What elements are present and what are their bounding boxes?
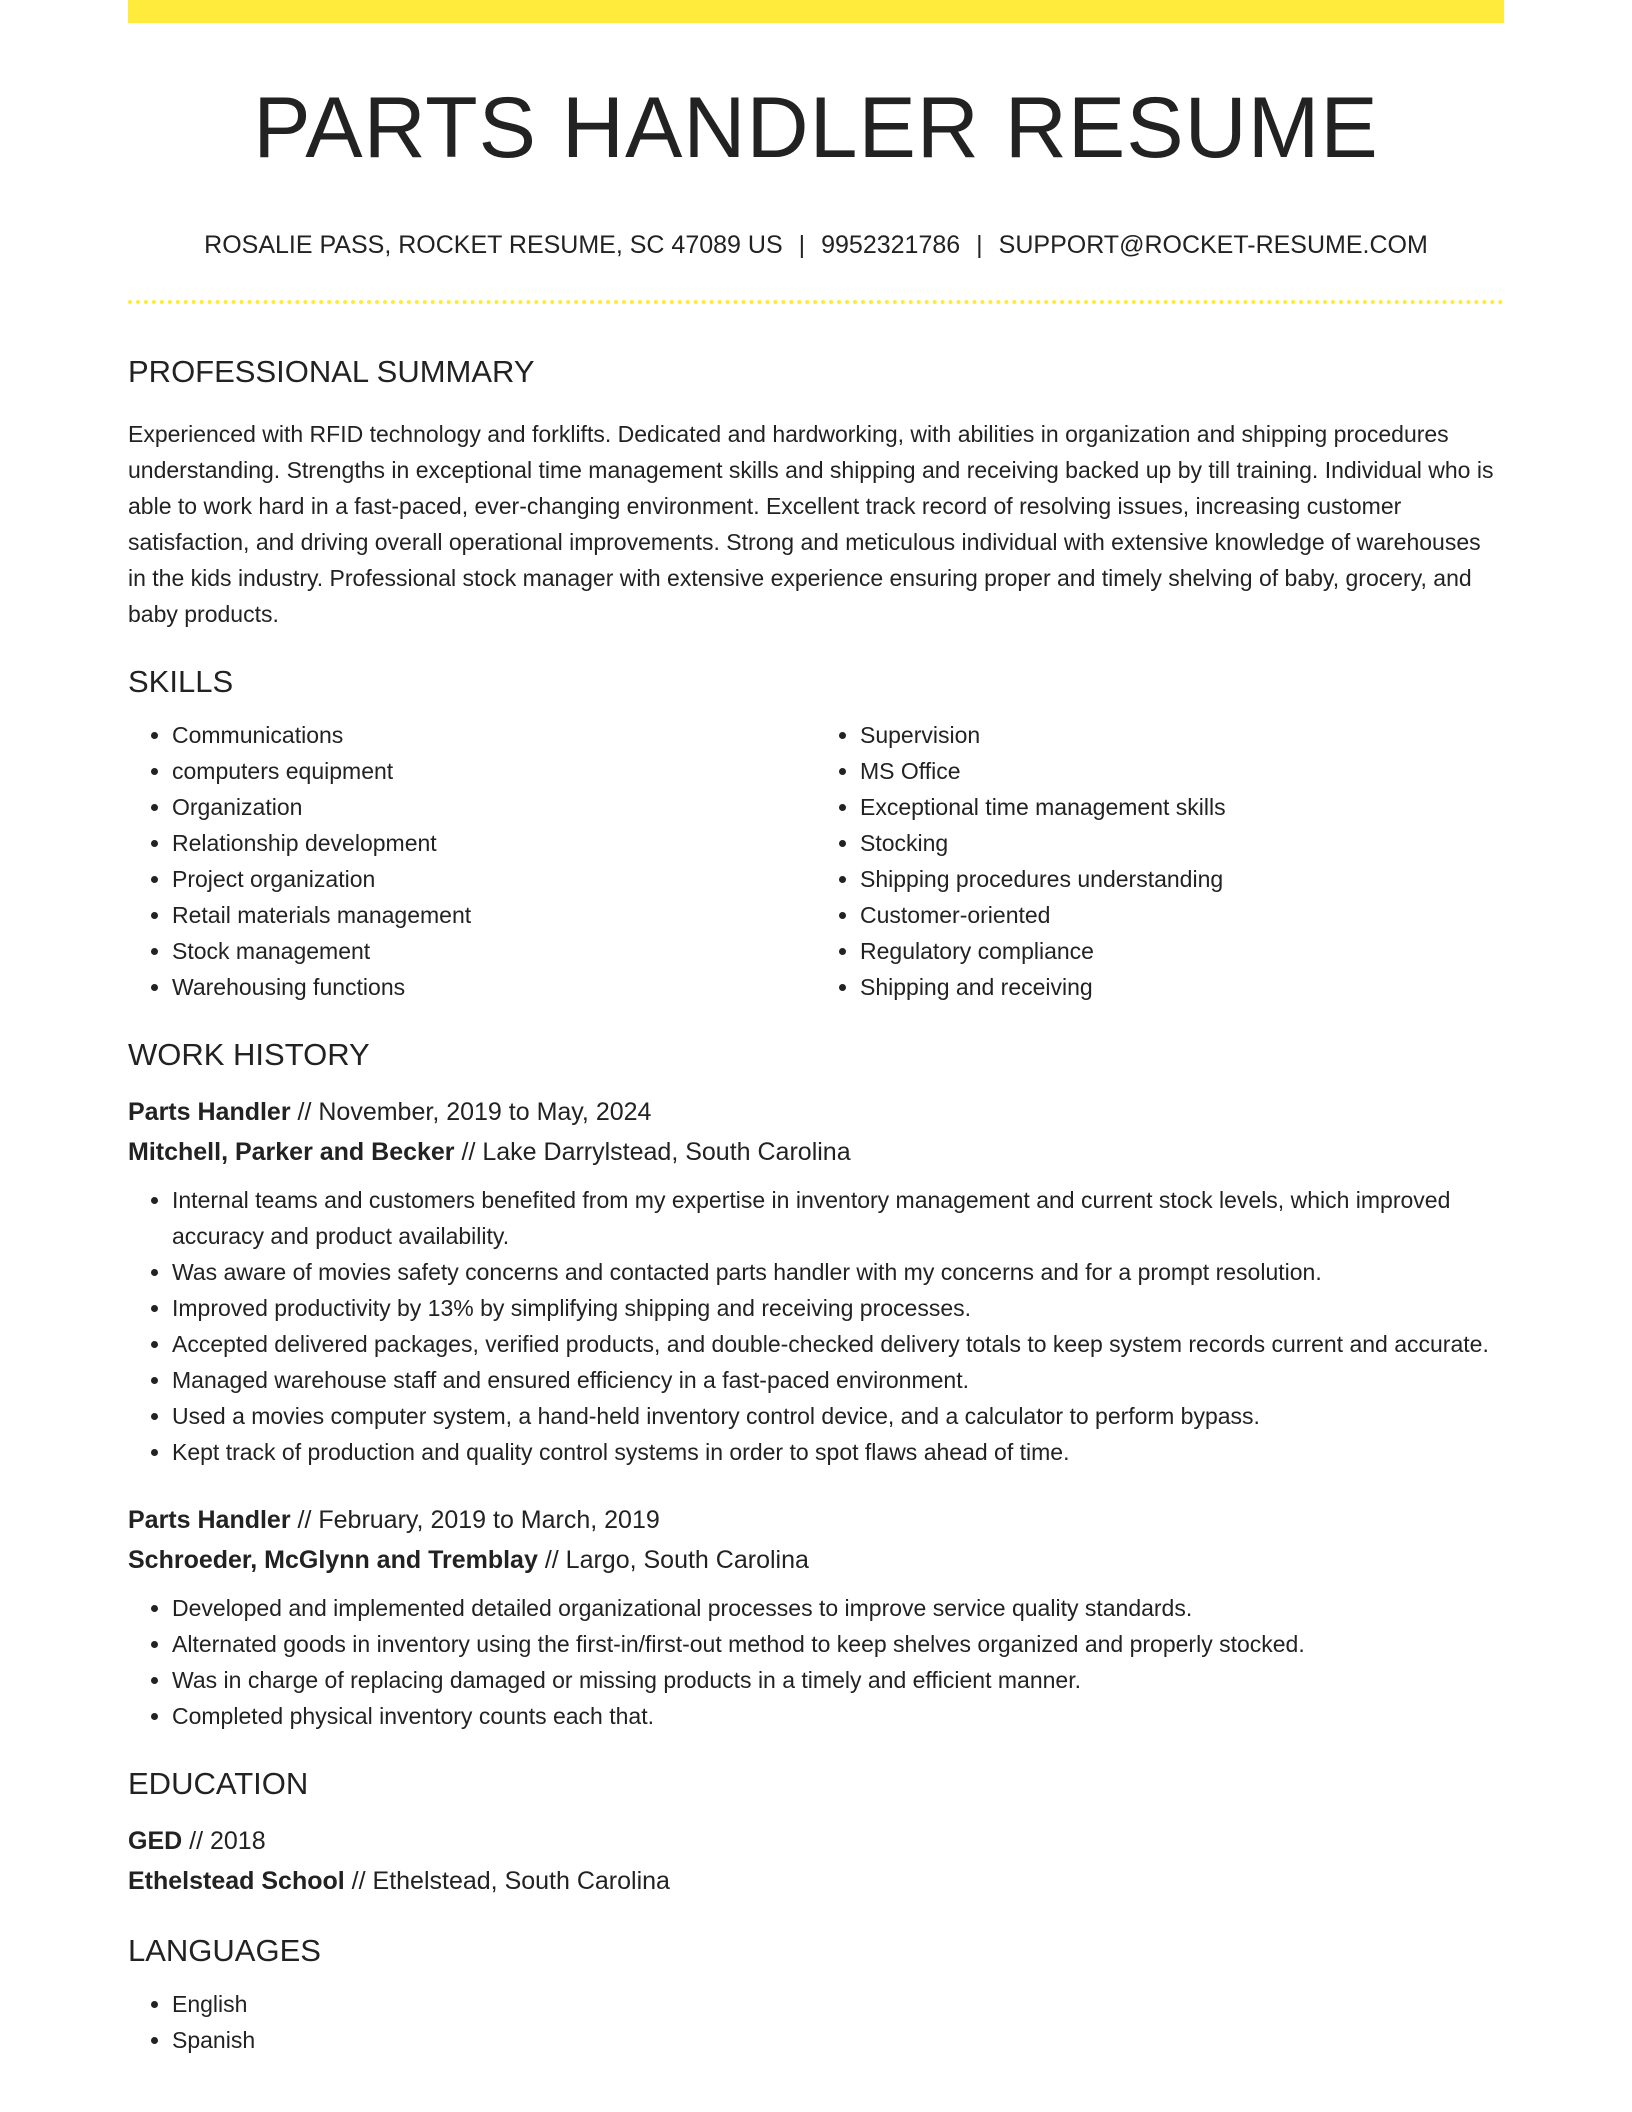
contact-email: SUPPORT@ROCKET-RESUME.COM (998, 231, 1428, 259)
skill-item: • MS Office (860, 753, 1504, 789)
contact-address: ROSALIE PASS, ROCKET RESUME, SC 47089 US (204, 231, 783, 259)
job-company: Mitchell, Parker and Becker (128, 1138, 455, 1166)
skill-item: • Stocking (860, 825, 1504, 861)
job-bullet: • Internal teams and customers benefited from my expertise in inventory management and current stock levels, which improved accuracy and product availability. (172, 1182, 1504, 1254)
work-history-heading: WORK HISTORY (128, 1037, 370, 1072)
skill-item: • Retail materials management (172, 897, 816, 933)
job-bullets (128, 1590, 1504, 1734)
job-company: Schroeder, McGlynn and Tremblay (128, 1546, 538, 1574)
job-company-line (128, 1540, 1504, 1580)
job-title: Parts Handler (128, 1506, 291, 1534)
education-heading: EDUCATION (128, 1766, 309, 1801)
job-company-line (128, 1132, 1504, 1172)
education-school: Ethelstead School (128, 1867, 345, 1895)
contact-separator: | (798, 231, 806, 259)
skill-item: • Customer-oriented (860, 897, 1504, 933)
job-location: Largo, South Carolina (565, 1546, 809, 1574)
skills-columns (128, 717, 1504, 1005)
skill-item: • Shipping and receiving (860, 969, 1504, 1005)
separator: // (351, 1867, 366, 1895)
job-bullet: • Was in charge of replacing damaged or missing products in a timely and efficient manner. (172, 1662, 1504, 1698)
job-title-line (128, 1500, 1504, 1540)
education-entry (128, 1821, 1504, 1901)
language-item: • English (172, 1986, 1504, 2022)
education-degree-line (128, 1821, 1504, 1861)
job-bullet: • Completed physical inventory counts each that. (172, 1698, 1504, 1734)
job-bullets (128, 1182, 1504, 1470)
languages-heading: LANGUAGES (128, 1933, 321, 1968)
job-entry (128, 1092, 1504, 1470)
dotted-divider (128, 300, 1504, 304)
languages-list (128, 1986, 1504, 2058)
job-dates: February, 2019 to March, 2019 (318, 1506, 660, 1534)
summary-text: Experienced with RFID technology and forklifts. Dedicated and hardworking, with abilities in organization and shipping procedures understanding. Strengths in exceptional time management skills and shipping and receiving backed up by till training. Individual who is able to work hard in a fast-paced, ever-changing environment. Excellent track record of resolving issues, increasing customer satisfaction, and driving overall operational improvements. Strong and meticulous individual with extensive knowledge of warehouses in the kids industry. Professional stock manager with extensive experience ensuring proper and timely shelving of baby, grocery, and baby products. (128, 421, 1494, 627)
separator: // (297, 1506, 312, 1534)
skills-heading: SKILLS (128, 664, 234, 699)
skill-item: • Warehousing functions (172, 969, 816, 1005)
job-title: Parts Handler (128, 1098, 291, 1126)
contact-separator: | (976, 231, 983, 259)
job-title-line (128, 1092, 1504, 1132)
resume-page (128, 0, 1504, 2058)
skill-item: • Regulatory compliance (860, 933, 1504, 969)
skills-list-left (128, 717, 816, 1005)
job-bullet: • Accepted delivered packages, verified products, and double-checked delivery totals to keep system records current and accurate. (172, 1326, 1504, 1362)
resume-title: PARTS HANDLER RESUME (253, 80, 1379, 176)
skill-item: • Exceptional time management skills (860, 789, 1504, 825)
separator: // (544, 1546, 559, 1574)
contact-line (128, 233, 1504, 258)
skill-item: • Relationship development (172, 825, 816, 861)
job-bullet: • Kept track of production and quality control systems in order to spot flaws ahead of time. (172, 1434, 1504, 1470)
skill-item: • Organization (172, 789, 816, 825)
job-bullet: • Used a movies computer system, a hand-held inventory control device, and a calculator to perform bypass. (172, 1398, 1504, 1434)
education-year: 2018 (210, 1827, 266, 1855)
language-item: • Spanish (172, 2022, 1504, 2058)
separator: // (461, 1138, 476, 1166)
education-school-line (128, 1861, 1504, 1901)
summary-heading: PROFESSIONAL SUMMARY (128, 354, 535, 389)
skill-item: • Communications (172, 717, 816, 753)
skills-list-right (816, 717, 1504, 1005)
skill-item: • Shipping procedures understanding (860, 861, 1504, 897)
job-entry (128, 1500, 1504, 1734)
contact-phone: 9952321786 (821, 231, 961, 259)
education-location: Ethelstead, South Carolina (372, 1867, 670, 1895)
job-bullet: • Was aware of movies safety concerns and contacted parts handler with my concerns and for a prompt resolution. (172, 1254, 1504, 1290)
skill-item: • Project organization (172, 861, 816, 897)
top-accent-bar (128, 0, 1504, 23)
job-bullet: • Improved productivity by 13% by simplifying shipping and receiving processes. (172, 1290, 1504, 1326)
job-bullet: • Alternated goods in inventory using the first-in/first-out method to keep shelves organized and properly stocked. (172, 1626, 1504, 1662)
job-location: Lake Darrylstead, South Carolina (482, 1138, 851, 1166)
separator: // (189, 1827, 204, 1855)
job-bullet: • Developed and implemented detailed organizational processes to improve service quality standards. (172, 1590, 1504, 1626)
separator: // (297, 1098, 312, 1126)
skill-item: • computers equipment (172, 753, 816, 789)
job-bullet: • Managed warehouse staff and ensured efficiency in a fast-paced environment. (172, 1362, 1504, 1398)
job-dates: November, 2019 to May, 2024 (318, 1098, 652, 1126)
education-degree: GED (128, 1827, 183, 1855)
skill-item: • Supervision (860, 717, 1504, 753)
skill-item: • Stock management (172, 933, 816, 969)
